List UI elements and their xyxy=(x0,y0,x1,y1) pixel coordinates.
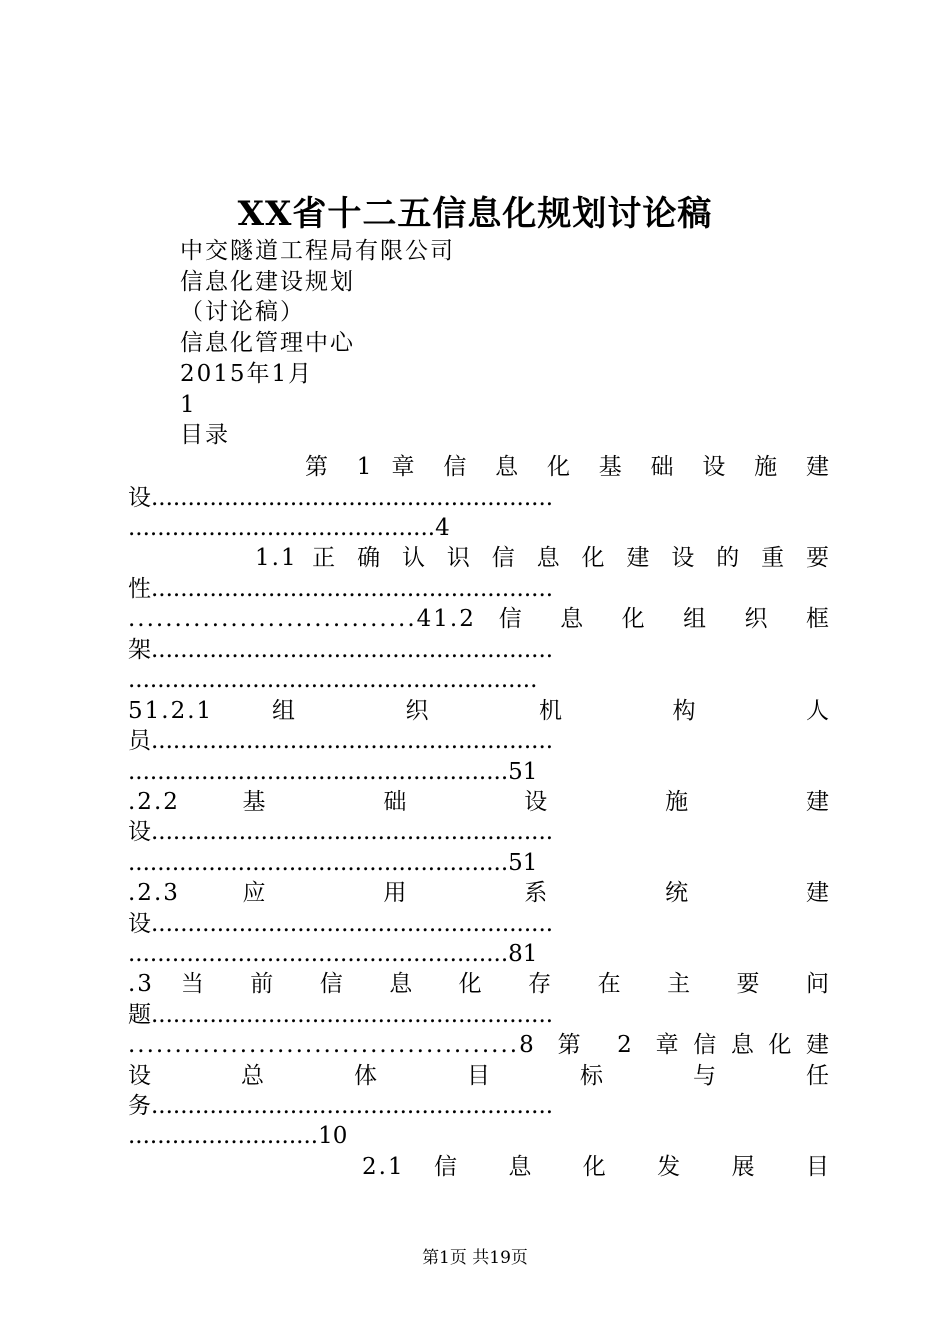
toc-line: 设....................................................... xyxy=(128,911,554,937)
toc-line: 2.1 信 息 化 发 展 目 xyxy=(362,1154,831,1180)
page-footer: 第1页 共19页 xyxy=(422,1248,528,1268)
toc-line: 1.1 正 确 认 识 信 息 化 建 设 的 重 要 xyxy=(255,545,831,571)
draft-label: （讨论稿） xyxy=(180,299,305,325)
document-title: XX省十二五信息化规划讨论稿 xyxy=(237,194,713,234)
department-name: 信息化管理中心 xyxy=(180,330,355,356)
toc-heading: 目录 xyxy=(180,422,230,448)
toc-line: ....................................................51 xyxy=(128,850,538,876)
toc-line: 51.2.1 组 织 机 构 人 xyxy=(128,698,831,724)
toc-line: ........................................................ xyxy=(128,667,538,693)
toc-line: .3 当 前 信 息 化 存 在 主 要 问 xyxy=(128,971,831,997)
page-number-marker: 1 xyxy=(180,392,197,418)
document-date: 2015年1月 xyxy=(180,361,314,387)
toc-line: .2.3 应 用 系 统 建 xyxy=(128,880,831,906)
toc-line: 员....................................................... xyxy=(128,728,554,754)
toc-line: ...............................41.2 信 息 化 组 织 框 xyxy=(128,606,831,632)
company-name: 中交隧道工程局有限公司 xyxy=(180,238,455,264)
toc-line: 架....................................................... xyxy=(128,637,554,663)
toc-line: 务....................................................... xyxy=(128,1093,554,1119)
toc-line: 设....................................................... xyxy=(128,819,554,845)
toc-line: ....................................................51 xyxy=(128,759,538,785)
toc-line: 性....................................................... xyxy=(128,576,554,602)
toc-line: 设....................................................... xyxy=(128,485,554,511)
toc-line: ..........................................4 xyxy=(128,515,450,541)
toc-line: 第 1 章 信 息 化 基 础 设 施 建 xyxy=(305,454,831,480)
toc-line: ....................................................81 xyxy=(128,941,538,967)
plan-name: 信息化建设规划 xyxy=(180,269,355,295)
toc-line: 题....................................................... xyxy=(128,1002,554,1028)
toc-line: ..........................................8 第 2 章信息化建 xyxy=(128,1032,831,1058)
toc-line: 设 总 体 目 标 与 任 xyxy=(128,1063,831,1089)
toc-line: ..........................10 xyxy=(128,1123,348,1149)
toc-line: .2.2 基 础 设 施 建 xyxy=(128,789,831,815)
